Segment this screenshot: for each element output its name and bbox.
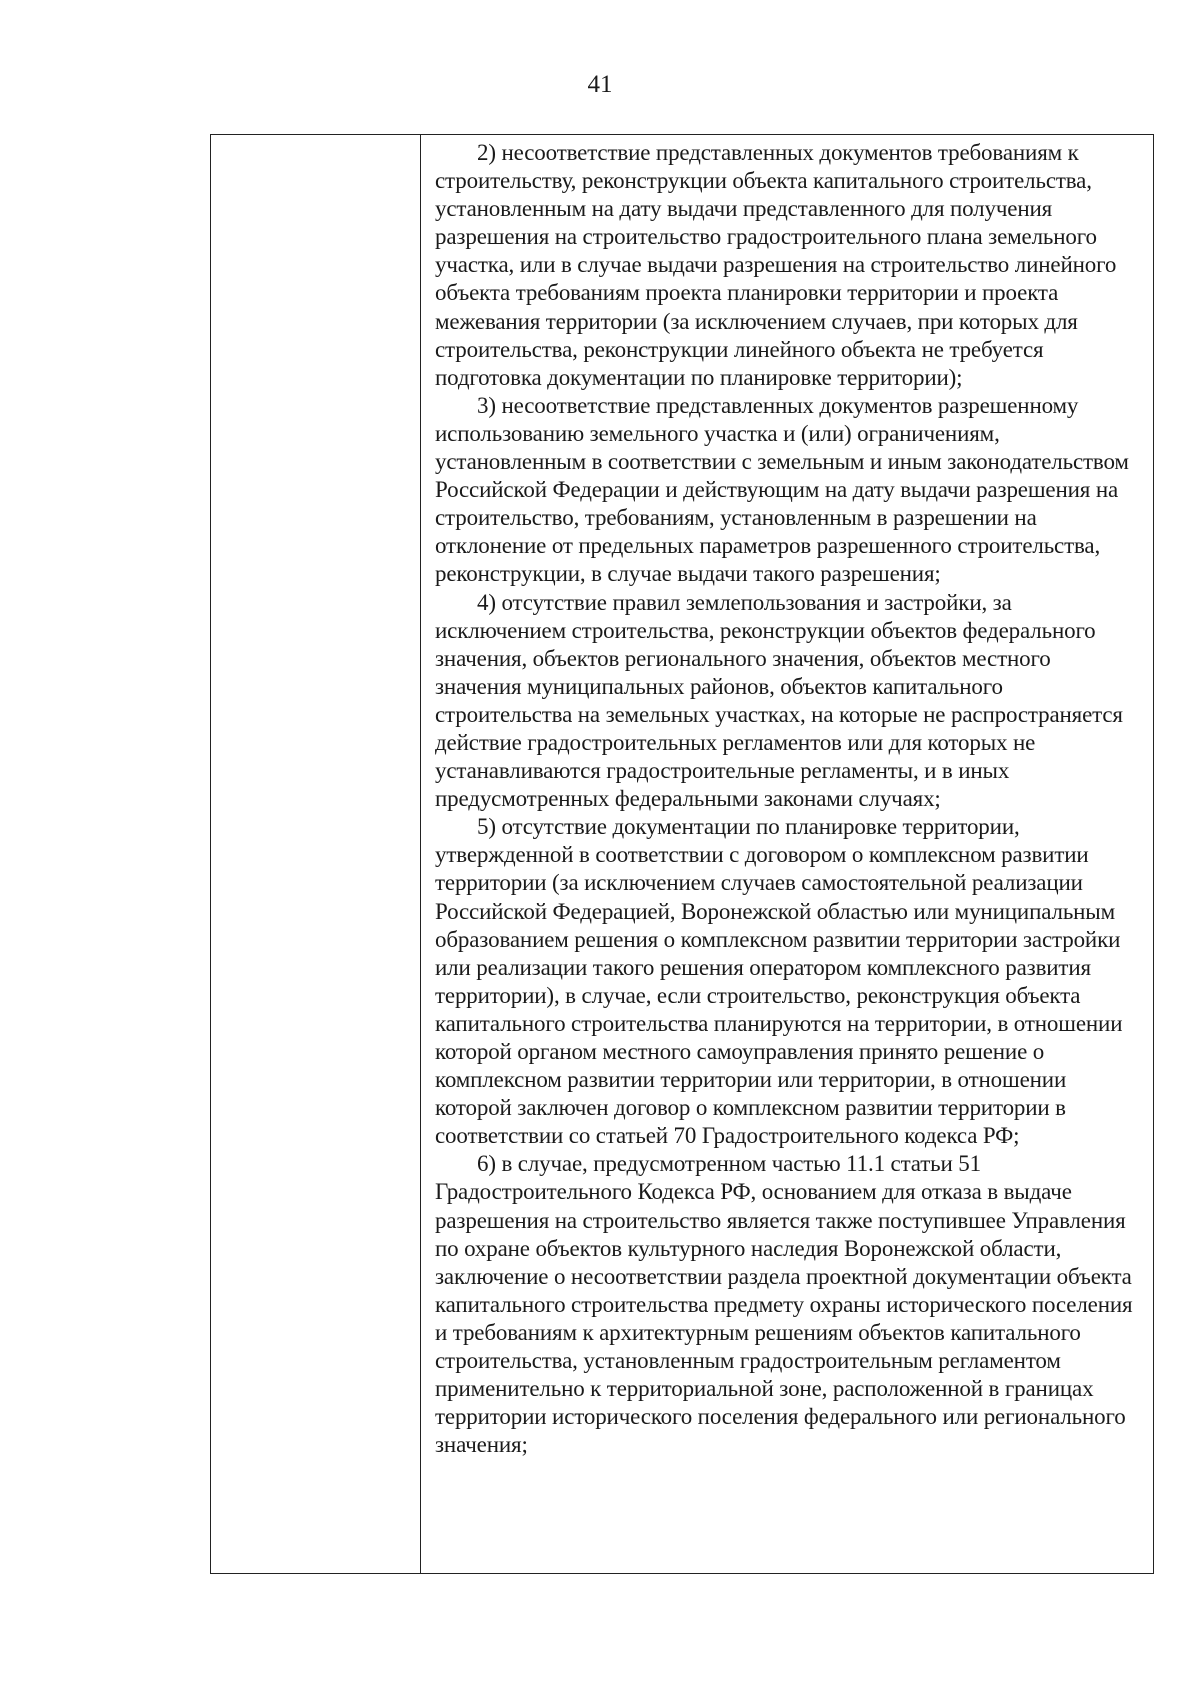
paragraph-item-5: 5) отсутствие документации по планировке территории, утвержденной в соответствии с договором о комплексном развитии территории (за исключением случаев самостоятельной реализации Российской Федерацией, Воронежской областью или муниципальным образованием решения о комплексном развитии территории застройки или реализации такого решения оператором комплексного развития территории), в случае, если строительство, реконструкция объекта капитального строительства планируются на территории, в отношении которой органом местного самоуправления принято решение о комплексном развитии территории или территории, в отношении которой заключен договор о комплексном развитии территории в соответствии со статьей 70 Градостроительного кодекса РФ;: [435, 814, 1123, 1149]
paragraph-item-2: 2) несоответствие представленных документов требованиям к строительству, реконструкции объекта капитального строительства, установленным на дату выдачи представленного для получения разрешения на строительство градостроительного плана земельного участка, или в случае выдачи разрешения на строительство линейного объекта требованиям проекта планировки территории и проекта межевания территории (за исключением случаев, при которых для строительства, реконструкции линейного объекта не требуется подготовка документации по планировке территории);: [435, 140, 1117, 390]
paragraph-item-6: 6) в случае, предусмотренном частью 11.1 статьи 51 Градостроительного Кодекса РФ, основанием для отказа в выдаче разрешения на строительство является также поступившее Управления по охране объектов культурного наследия Воронежской области, заключение о несоответствии раздела проектной документации объекта капитального строительства предмету охраны исторического поселения и требованиям к архитектурным решениям объектов капитального строительства, установленным градостроительным регламентом применительно к территориальной зоне, расположенной в границах территории исторического поселения федерального или регионального значения;: [435, 1151, 1133, 1458]
document-table: [210, 134, 1154, 1574]
paragraph-item-4: 4) отсутствие правил землепользования и застройки, за исключением строительства, реконструкции объектов федерального значения, объектов регионального значения, объектов местного значения муниципальных районов, объектов капитального строительства на земельных участках, на которые не распространяется действие градостроительных регламентов или для которых не устанавливаются градостроительные регламенты, и в иных предусмотренных федеральными законами случаях;: [435, 589, 1123, 812]
paragraph-item-3: 3) несоответствие представленных документов разрешенному использованию земельного участка и (или) ограничениям, установленным в соответствии с земельным и иным законодательством Российской Федерации и действующим на дату выдачи разрешения на строительство, требованиям, установленным в разрешении на отклонение от предельных параметров разрешенного строительства, реконструкции, в случае выдачи такого разрешения;: [435, 392, 1129, 587]
table-left-cell: [211, 135, 421, 1573]
page-number: 41: [587, 71, 613, 98]
table-right-cell: [421, 135, 1153, 1573]
